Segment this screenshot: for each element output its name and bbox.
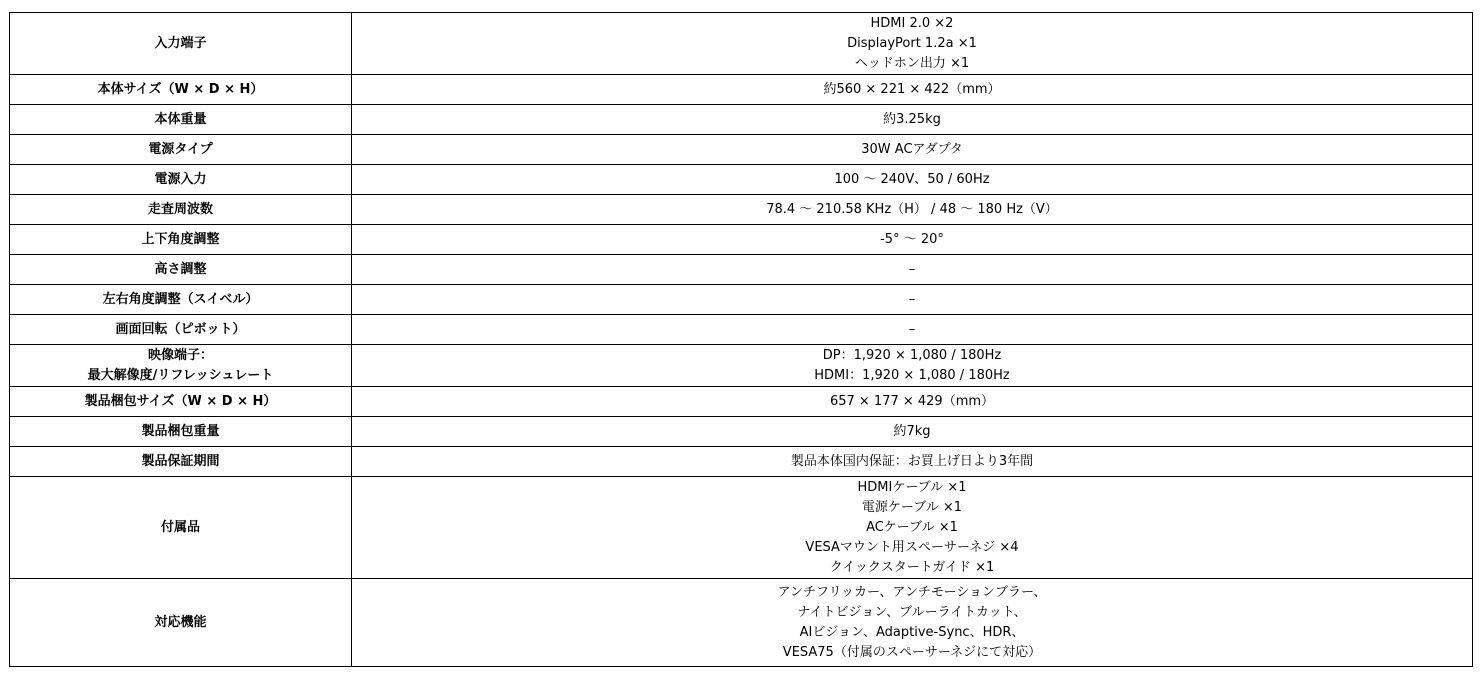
spec-value: DP：1,920 × 1,080 / 180Hz	[822, 347, 1002, 363]
spec-value: 30W ACアダプタ	[861, 141, 963, 157]
spec-row	[10, 105, 1473, 135]
spec-label: 画面回転（ピボット）	[115, 321, 246, 337]
spec-label: 左右角度調整（スイベル）	[102, 291, 259, 307]
spec-value: 78.4 ～ 210.58 KHz（H） / 48 ～ 180 Hz（V）	[766, 201, 1058, 217]
spec-row	[10, 13, 1473, 75]
spec-table	[9, 12, 1473, 667]
spec-value: 約7kg	[893, 423, 931, 439]
spec-value: HDMIケーブル ×1	[857, 479, 967, 495]
spec-label-cell	[10, 135, 352, 165]
spec-row	[10, 135, 1473, 165]
spec-value-cell	[352, 579, 1473, 667]
spec-value-cell	[352, 165, 1473, 195]
spec-value-cell	[352, 477, 1473, 579]
spec-table-body	[10, 13, 1473, 667]
spec-value: 657 × 177 × 429（mm）	[829, 393, 995, 409]
spec-value: HDMI：1,920 × 1,080 / 180Hz	[814, 367, 1010, 383]
spec-value: クイックスタートガイド ×1	[829, 559, 995, 575]
spec-label-cell	[10, 345, 352, 387]
spec-row	[10, 477, 1473, 579]
spec-label-cell	[10, 165, 352, 195]
spec-value: 100 ～ 240V、50 / 60Hz	[834, 171, 990, 187]
spec-value-cell	[352, 315, 1473, 345]
spec-row	[10, 345, 1473, 387]
spec-row	[10, 579, 1473, 667]
spec-value: ACケーブル ×1	[866, 519, 958, 535]
spec-label: 上下角度調整	[141, 231, 220, 247]
spec-row	[10, 255, 1473, 285]
spec-value-cell	[352, 135, 1473, 165]
spec-label: 本体サイズ（W × D × H）	[97, 81, 264, 97]
spec-row	[10, 195, 1473, 225]
spec-row	[10, 315, 1473, 345]
spec-row	[10, 447, 1473, 477]
spec-value: VESA75（付属のスペーサーネジにて対応）	[782, 644, 1042, 660]
spec-value-cell	[352, 345, 1473, 387]
spec-value: アンチフリッカー、アンチモーションブラー、	[777, 584, 1047, 600]
spec-label: 対応機能	[154, 614, 207, 630]
spec-label: 本体重量	[154, 111, 207, 127]
spec-value-cell	[352, 105, 1473, 135]
spec-value: ナイトビジョン、ブルーライトカット、	[797, 604, 1027, 620]
spec-value-cell	[352, 13, 1473, 75]
spec-value: 約3.25kg	[883, 111, 941, 127]
spec-value-cell	[352, 225, 1473, 255]
spec-value-cell	[352, 255, 1473, 285]
spec-label: 電源タイプ	[148, 141, 213, 157]
spec-value-cell	[352, 285, 1473, 315]
spec-label: 走査周波数	[147, 201, 213, 217]
spec-value-cell	[352, 75, 1473, 105]
spec-label: 最大解像度/リフレッシュレート	[87, 367, 274, 383]
spec-label: 付属品	[160, 519, 200, 535]
spec-value: –	[908, 321, 916, 337]
spec-label: 製品梱包サイズ（W × D × H）	[84, 393, 277, 409]
spec-value: 電源ケーブル ×1	[861, 499, 963, 515]
spec-value: DisplayPort 1.2a ×1	[847, 35, 977, 51]
spec-label-cell	[10, 285, 352, 315]
spec-label-cell	[10, 225, 352, 255]
spec-row	[10, 75, 1473, 105]
spec-value-cell	[352, 447, 1473, 477]
spec-value: -5° ～ 20°	[880, 231, 944, 247]
spec-label-cell	[10, 387, 352, 417]
spec-row	[10, 285, 1473, 315]
spec-value-cell	[352, 387, 1473, 417]
spec-value: –	[908, 291, 916, 307]
spec-label: 電源入力	[154, 171, 207, 187]
spec-value: HDMI 2.0 ×2	[870, 15, 954, 31]
spec-label-cell	[10, 579, 352, 667]
spec-label-cell	[10, 13, 352, 75]
spec-label: 入力端子	[154, 35, 207, 51]
spec-label-cell	[10, 447, 352, 477]
spec-row	[10, 225, 1473, 255]
spec-value: AIビジョン、Adaptive-Sync、HDR、	[799, 624, 1025, 640]
spec-value: ヘッドホン出力 ×1	[854, 55, 970, 71]
spec-label-cell	[10, 255, 352, 285]
spec-row	[10, 417, 1473, 447]
spec-value: 製品本体国内保証：お買上げ日より3年間	[790, 453, 1034, 469]
spec-label: 高さ調整	[154, 261, 207, 277]
spec-label: 映像端子：	[147, 347, 213, 363]
spec-value: 約560 × 221 × 422（mm）	[823, 81, 1001, 97]
spec-row	[10, 387, 1473, 417]
spec-label-cell	[10, 417, 352, 447]
spec-value-cell	[352, 195, 1473, 225]
spec-value-cell	[352, 417, 1473, 447]
spec-row	[10, 165, 1473, 195]
spec-label-cell	[10, 477, 352, 579]
spec-value: –	[908, 261, 916, 277]
spec-label-cell	[10, 315, 352, 345]
spec-value: VESAマウント用スペーサーネジ ×4	[805, 539, 1019, 555]
spec-label-cell	[10, 105, 352, 135]
spec-label-cell	[10, 75, 352, 105]
spec-label-cell	[10, 195, 352, 225]
spec-label: 製品保証期間	[141, 453, 220, 469]
spec-label: 製品梱包重量	[141, 423, 220, 439]
